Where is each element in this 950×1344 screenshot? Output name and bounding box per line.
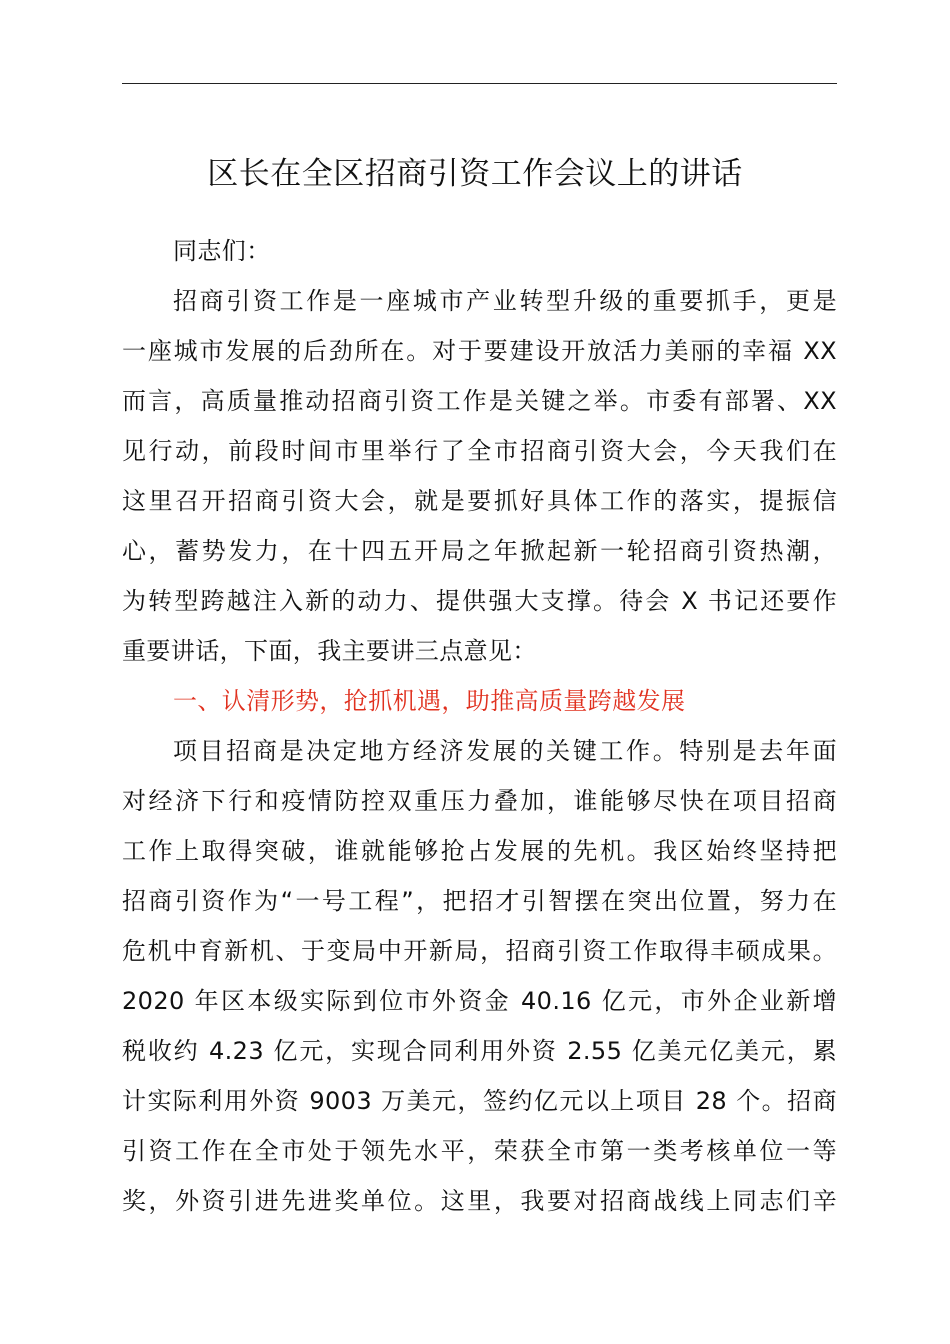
salutation: 同志们： [173, 237, 271, 265]
paragraph-line: 重要讲话，下面，我主要讲三点意见： [122, 637, 537, 665]
paragraph-line: 2020 年区本级实际到位市外资金 40.16 亿元，市外企业新增 [122, 987, 837, 1015]
paragraph-line: 奖，外资引进先进奖单位。这里，我要对招商战线上同志们辛 [122, 1187, 837, 1215]
paragraph-line: 为转型跨越注入新的动力、提供强大支撑。待会 X 书记还要作 [122, 587, 837, 615]
paragraph-line: 危机中育新机、于变局中开新局，招商引资工作取得丰硕成果。 [122, 937, 837, 965]
paragraph-line: 税收约 4.23 亿元，实现合同利用外资 2.55 亿美元亿美元，累 [122, 1037, 837, 1065]
paragraph-line: 引资工作在全市处于领先水平，荣获全市第一类考核单位一等 [122, 1137, 837, 1165]
paragraph-line: 招商引资作为“一号工程”，把招才引智摆在突出位置，努力在 [122, 887, 837, 915]
paragraph-line: 见行动，前段时间市里举行了全市招商引资大会，今天我们在 [122, 437, 837, 465]
document-body [122, 226, 837, 1226]
paragraph-line: 计实际利用外资 9003 万美元，签约亿元以上项目 28 个。招商 [122, 1087, 837, 1115]
paragraph-line: 一座城市发展的后劲所在。对于要建设开放活力美丽的幸福 XX [122, 337, 837, 365]
document-title: 区长在全区招商引资工作会议上的讲话 [207, 156, 743, 192]
paragraph-line: 对经济下行和疫情防控双重压力叠加，谁能够尽快在项目招商 [122, 787, 837, 815]
header-rule [122, 83, 837, 84]
paragraph-line: 这里召开招商引资大会，就是要抓好具体工作的落实，提振信 [122, 487, 837, 515]
paragraph-line: 工作上取得突破，谁就能够抢占发展的先机。我区始终坚持把 [122, 837, 837, 865]
paragraph-line: 而言，高质量推动招商引资工作是关键之举。市委有部署、XX [122, 387, 837, 415]
section-heading: 一、认清形势，抢抓机遇，助推高质量跨越发展 [173, 687, 686, 715]
paragraph-line: 项目招商是决定地方经济发展的关键工作。特别是去年面 [173, 737, 837, 765]
paragraph-line: 心，蓄势发力，在十四五开局之年掀起新一轮招商引资热潮， [122, 537, 837, 565]
paragraph-line: 招商引资工作是一座城市产业转型升级的重要抓手，更是 [173, 287, 837, 315]
